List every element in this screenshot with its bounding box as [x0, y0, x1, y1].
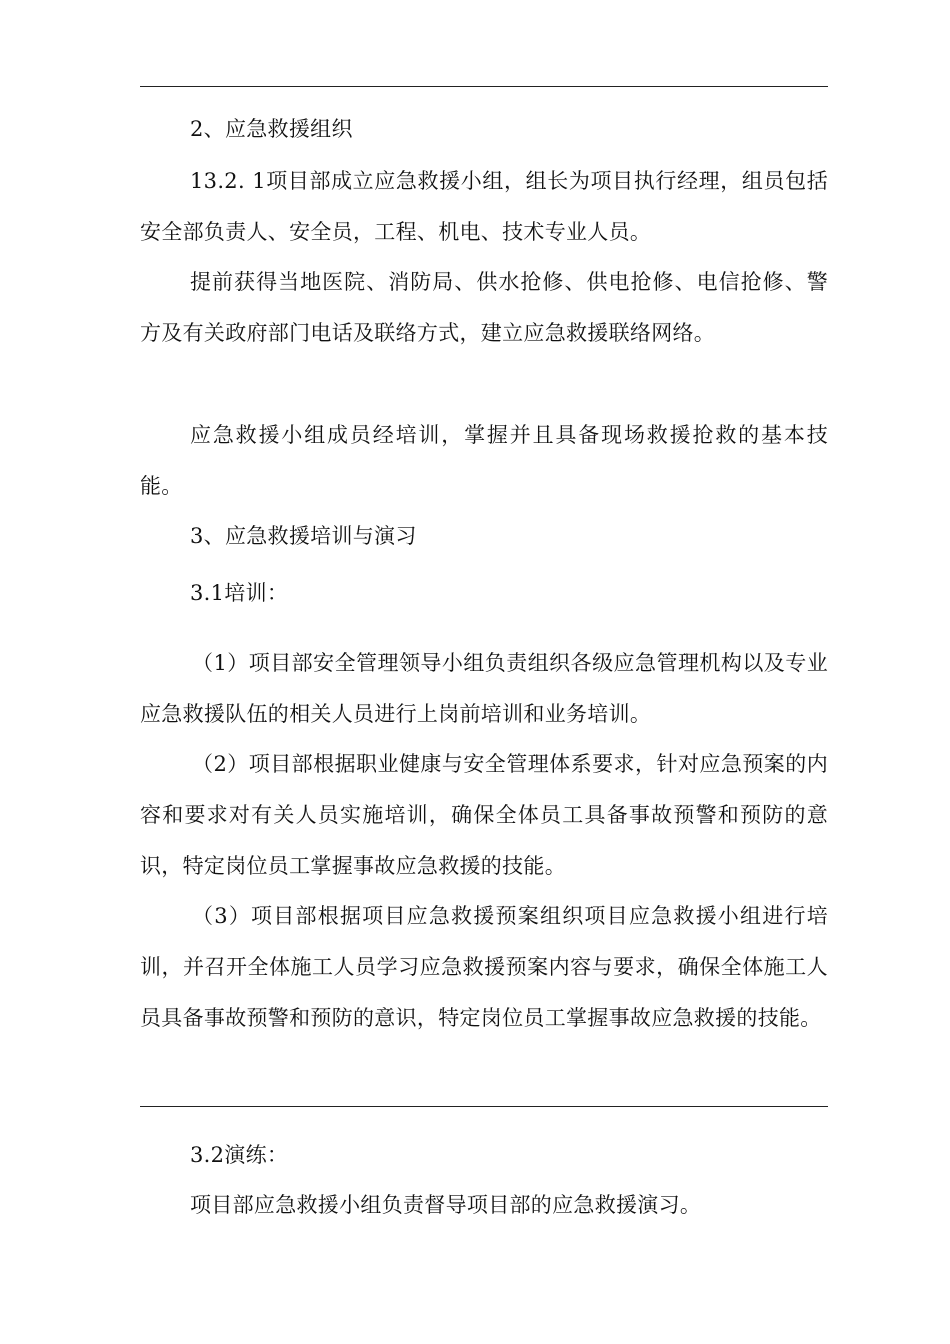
subsection-heading-3-2: 3.2演练：: [190, 1143, 289, 1167]
subsection-heading-3-1: 3.1培训：: [190, 581, 289, 605]
section-heading-3: 3、应急救援培训与演习: [190, 524, 417, 548]
page-break-rule: [140, 1106, 828, 1107]
paragraph-13-2-1: 13.2. 1项目部成立应急救援小组，组长为项目执行经理，组员包括安全部负责人、安全员，工程、机电、技术专业人员。: [140, 169, 828, 244]
header-rule: [140, 86, 828, 87]
section-heading-2: 2、应急救援组织: [190, 117, 353, 141]
paragraph-item-1: （1）项目部安全管理领导小组负责组织各级应急管理机构以及专业应急救援队伍的相关人员进行上岗前培训和业务培训。: [140, 651, 828, 726]
paragraph-training-skills: 应急救援小组成员经培训，掌握并且具备现场救援抢救的基本技能。: [140, 423, 828, 498]
paragraph-item-2: （2）项目部根据职业健康与安全管理体系要求，针对应急预案的内容和要求对有关人员实施培训，确保全体员工具备事故预警和预防的意识，特定岗位员工掌握事故应急救援的技能。: [140, 752, 828, 878]
paragraph-drill: 项目部应急救援小组负责督导项目部的应急救援演习。: [190, 1193, 702, 1217]
paragraph-contacts: 提前获得当地医院、消防局、供水抢修、供电抢修、电信抢修、警方及有关政府部门电话及联络方式，建立应急救援联络网络。: [140, 270, 828, 345]
paragraph-item-3: （3）项目部根据项目应急救援预案组织项目应急救援小组进行培训，并召开全体施工人员学习应急救援预案内容与要求，确保全体施工人员具备事故预警和预防的意识，特定岗位员工掌握事故应急救援的技能。: [140, 904, 828, 1030]
